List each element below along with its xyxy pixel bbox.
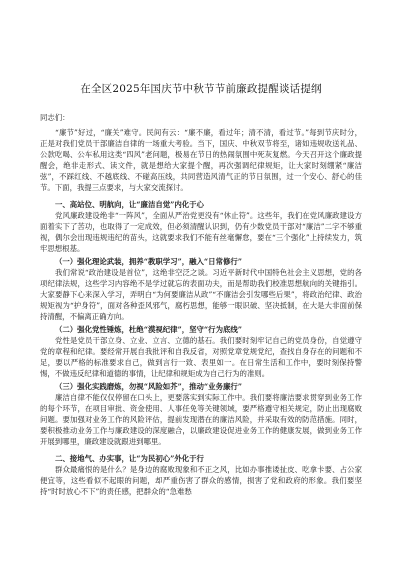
subsection-1-3-paragraph: 廉洁自律不能仅仅停留在口头上，更要落实到实际工作中。我们要将廉洁要求贯穿到业务工作的每个环节，在项目审批、资金使用、人事任免等关键领域，要严格遵守相关规定，防止出现腐败问题。要加强对业务工作的风险评估，提前发现潜在的廉洁风险，并采取有效的防范措施。同时，要积极推动业务工作与廉政建设的深度融合，以廉政建设促进业务工作的健康发展，做到业务工作开展到哪里，廉政建设就跟进到哪里。 (40, 393, 362, 446)
subsection-1-1-paragraph: 我们常说“政治建设是首位”，这绝非空泛之谈。习近平新时代中国特色社会主义思想，党的各项纪律法规，这些学习内容绝不是学过就忘的表面功夫，而是帮助我们校准思想航向的关键指引。大家要静下心来深入学习，弄明白“为何要廉洁从政”“不廉洁会引发哪些后果”，将政治纪律、政治规矩视为“护身符”，面对各种歪风邪气，腐朽思想，能够一眼识破、坚决抵制，在大是大非面前保持清醒，不偏离正确方向。 (40, 268, 362, 321)
section-heading-2: 二、接地气、办实事，让“为民初心”外化于行 (55, 454, 204, 463)
salutation: 同志们： (40, 113, 70, 122)
section-1-paragraph: 党风廉政建设绝非“一阵风”，全面从严治党更没有“休止符”。这些年，我们在党风廉政建设方面着实下了苦功，也取得了一定成效，但必须清醒认识到，仍有少数党员干部对“廉洁”二字不够重视，偶尔会出现违规违纪的苗头，这就要求我们不能有丝毫懈怠，要在“三个强化”上持续发力，筑牢思想根基。 (40, 211, 362, 253)
subsection-heading-1-3: （三）强化实践磨炼，勿视“风险如芥”，推动“业务廉行” (55, 382, 242, 391)
section-heading-1: 一、高站位、明航向，让“廉洁自觉”内化于心 (55, 200, 204, 209)
subsection-heading-1-2: （二）强化党性锤炼，杜绝“漠视纪律”，坚守“行为底线” (55, 325, 242, 334)
intro-paragraph: “廉节”好过，“廉关”难守。民间有云：“廉不廉，看过年；清不清，看过节。”每到节庆时分，正是对我们党员干部廉洁自律的一场重大考验。当下，国庆、中秋双节将至，诸如违规收送礼品、公款吃喝、公车私用这类“四风”老问题，极易在节日的热闹氛围中死灰复燃。今天召开这个廉政提醒会，绝非走形式、读文件，就是想给大家提个醒，再次强调纪律规矩，让大家时刻绷紧“廉洁弦”，不踩红线、不越底线、不碰高压线，共同营造风清气正的节日氛围，过一个安心、舒心的佳节。下面，我提三点要求，与大家交流探讨。 (40, 128, 362, 192)
document-title: 在全区2025年国庆节中秋节节前廉政提醒谈话提纲 (80, 83, 322, 95)
section-2-paragraph: 群众最痛恨的是什么？是身边的腐败现象和不正之风，比如办事推诿扯皮、吃拿卡要、占公家便宜等，这些看似不起眼的问题，却严重伤害了群众的感情，损害了党和政府的形象。我们要坚持“时时放心不下”的责任感，把群众的“急难愁 (40, 465, 362, 496)
subsection-1-2-paragraph: 党性是党员干部立身、立业、立言、立德的基石。我们要时刻牢记自己的党员身份，自觉遵守党的章程和纪律。要经常开展自我批评和自我反省，对照党章党规党纪，查找自身存在的问题和不足，要以严格的标准要求自己，做到言行一致、表里如一。在日常生活和工作中，要时刻保持警惕，不做违反纪律和道德的事情，让纪律和规矩成为自己行为的准则。 (40, 336, 362, 378)
subsection-heading-1-1: （一）强化理论武装，拥养“教职学习”，融入“日常修行” (55, 257, 242, 266)
